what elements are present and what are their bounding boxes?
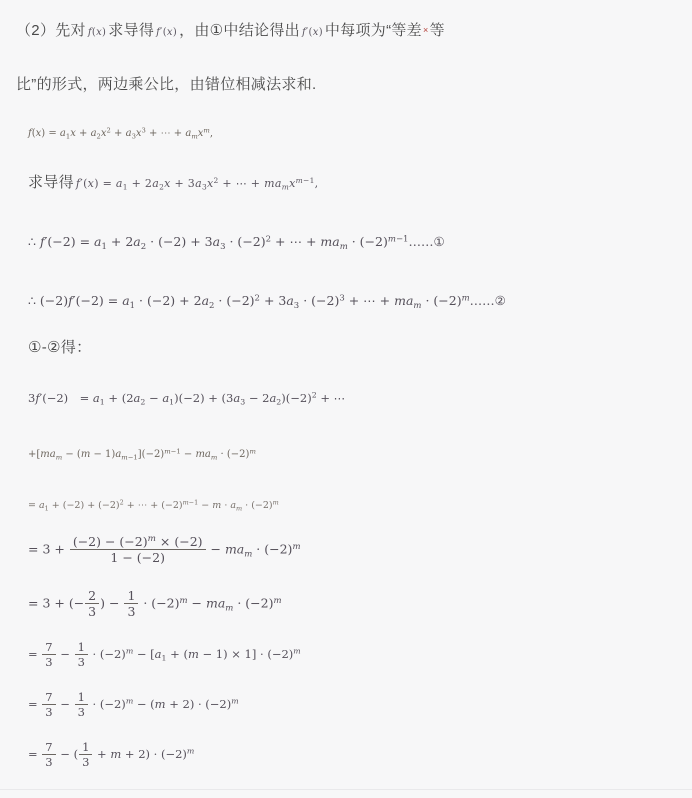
times-symbol: × bbox=[423, 25, 429, 35]
formula-diff-lhs: 3f′(−2) = $a_1 + (2a_2 - a_1)(-2) + (3a_3 - 2a_2)(-2)^2$ + ⋯ bbox=[28, 390, 346, 407]
text-segment: 等 bbox=[429, 22, 445, 39]
inline-math: $f'(x) = a_1 + 2a_2x + 3a_3x^2$ + ⋯ + $ma_mx^{m-1}$, bbox=[75, 175, 319, 192]
inline-math: f(x) bbox=[87, 27, 107, 38]
formula-step-4: = $\frac{7}{3}$ − $\frac{1}{3}$ · $(-2)^m - (m + 2) \cdot (-2)^m$ bbox=[28, 689, 239, 720]
solution-paragraph-line-1 bbox=[16, 20, 674, 42]
text-segment: （2）先对 bbox=[16, 22, 86, 39]
bottom-divider bbox=[0, 789, 692, 790]
formula-diff-cont: $+[ma_m - (m - 1)a_{m-1}](-2)^{m-1} - ma_m \cdot (-2)^m$ bbox=[28, 447, 256, 462]
text-segment: 求导得 bbox=[108, 22, 155, 39]
formula-step-3: = $\frac{7}{3}$ − $\frac{1}{3}$ · $(-2)^m - [a_1 + (m - 1) \times 1] \cdot (-2)^m$ bbox=[28, 640, 301, 670]
inline-math: f′(x) bbox=[301, 27, 323, 38]
formula-geometric-sum: = $a_1 + (-2) + (-2)^2$ + ⋯ + $(-2)^{m-1} - m \cdot a_m \cdot (-2)^m$ bbox=[28, 498, 279, 512]
solution-paragraph-line-2: 比”的形式，两边乘公比，由错位相减法求和. bbox=[16, 75, 317, 93]
formula-fx: $f(x) = a_1x + a_2x^2 + a_3x^3$ + ⋯ + $a_mx^m$, bbox=[28, 125, 214, 140]
formula-final: = $\frac{7}{3}$ − ( $\frac{1}{3}$ + $m + 2) \cdot (-2)^m$ bbox=[28, 739, 195, 769]
text-segment: 中每项为“等差 bbox=[324, 22, 422, 39]
text-segment: 求导得 bbox=[28, 174, 74, 191]
text-segment: ，由①中结论得出 bbox=[179, 22, 300, 39]
formula-fraction-step: = 3 + $\frac{(-2) - (-2)^m \times (-2)}{1 - (-2)}$ − $ma_m \cdot (-2)^m$ bbox=[28, 533, 301, 566]
subtract-label: ①-②得： bbox=[28, 339, 92, 356]
formula-step-2: = 3 + (− $\frac{2}{3}$ ) − $\frac{1}{3}$ · $(-2)^m - ma_m \cdot (-2)^m$ bbox=[28, 587, 282, 620]
inline-math: f′(x) bbox=[156, 27, 178, 38]
formula-eq1: ∴ $f'(-2) = a_1 + 2a_2 \cdot (-2) + 3a_3 \cdot (-2)^2$ + ⋯ + $ma_m$ · $(-2)^{m-1}\dots\dots ①$ bbox=[28, 233, 445, 252]
formula-eq2: ∴ $(-2)f'(-2) = a_1 \cdot (-2) + 2a_2 \cdot (-2)^2 + 3a_3 \cdot (-2)^3$ + ⋯ + $ma_m$ · $(-2)^m\dots\dots ②$ bbox=[28, 293, 506, 312]
derivative-line bbox=[16, 172, 674, 194]
